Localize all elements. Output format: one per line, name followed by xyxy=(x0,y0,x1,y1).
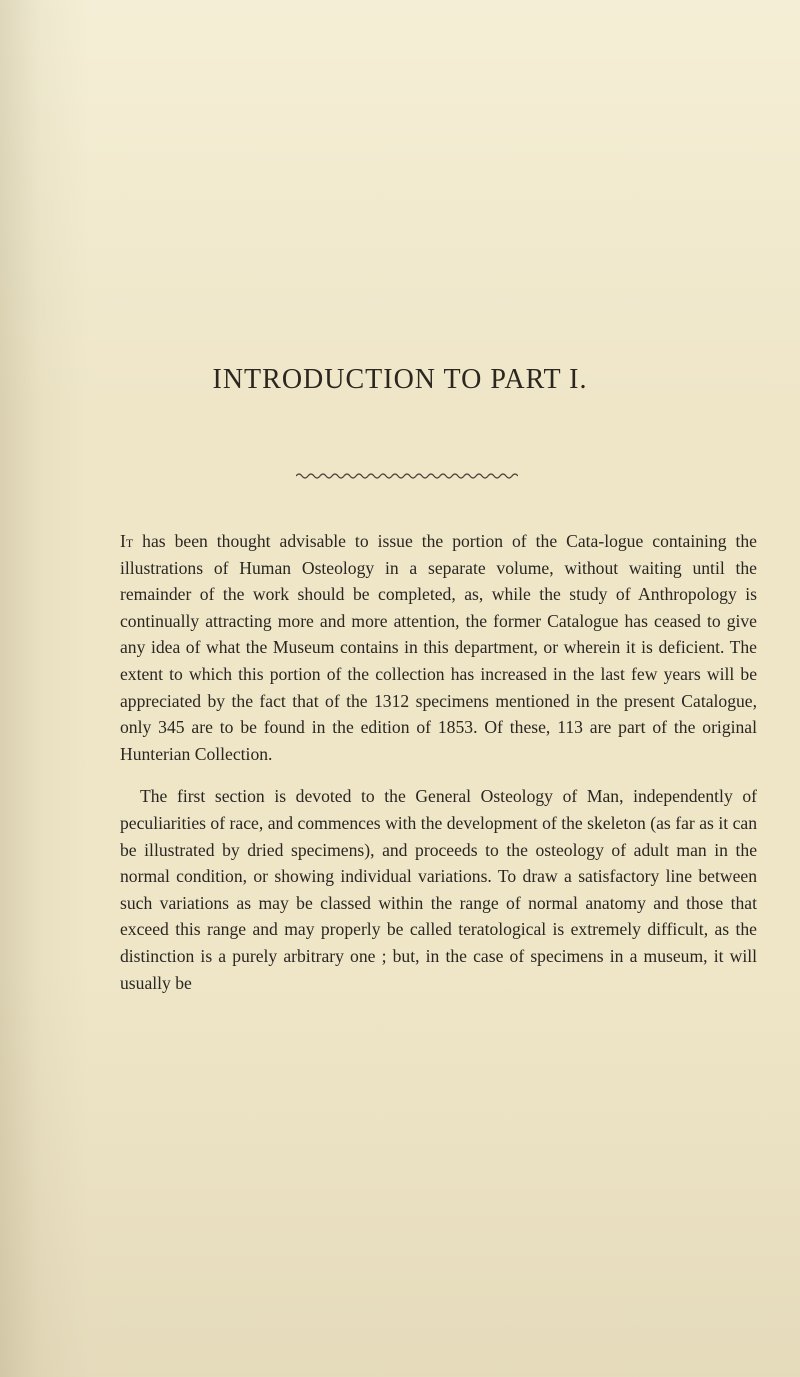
paragraph-1-lead: It xyxy=(120,531,134,551)
chapter-heading: INTRODUCTION TO PART I. xyxy=(212,364,588,395)
paragraph-1-text: has been thought advisable to issue the portion of the Cata-logue containing the illustrations of Human Osteology in a separate volume, without waiting until the remainder of the work should be completed, as, while the study of Anthropology is continually attracting more and more attention, the former Catalogue has ceased to give any idea of what the Museum contains in this department, or wherein it is deficient. The extent to which this portion of the collection has increased in the last few years will be appreciated by the fact that of the 1312 specimens mentioned in the present Catalogue, only 345 are to be found in the edition of 1853. Of these, 113 are part of the original Hunterian Collection. xyxy=(120,531,757,764)
paragraph-2-text: The first section is devoted to the General Osteology of Man, independently of peculiarities of race, and commences with the development of the skeleton (as far as it can be illustrated by dried specimens), and proceeds to the osteology of adult man in the normal condition, or showing individual variations. To draw a satisfactory line between such variations as may be classed within the range of normal anatomy and those that exceed this range and may properly be called teratological is extremely difficult, as the distinction is a purely arbitrary one ; but, in the case of specimens in a museum, it will usually be xyxy=(120,786,757,993)
wavy-rule-ornament-icon xyxy=(296,470,518,482)
body-text xyxy=(120,528,757,996)
paragraph-1 xyxy=(120,528,757,767)
paragraph-2 xyxy=(120,783,757,996)
